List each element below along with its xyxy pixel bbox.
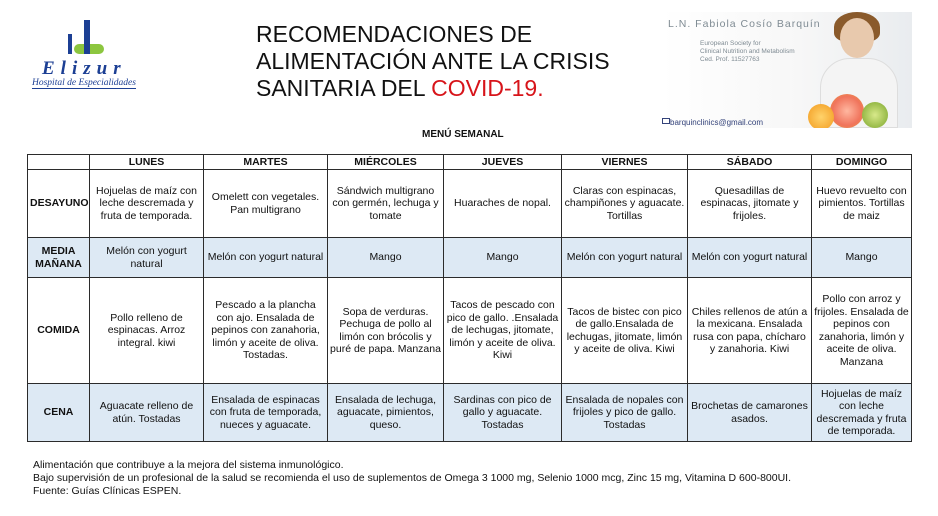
nutritionist-banner [662,12,912,128]
meal-cell: Quesadillas de espinacas, jitomate y frijoles. [688,170,812,238]
meal-cell: Melón con yogurt natural [204,238,328,278]
meal-cell: Omelett con vegetales. Pan multigrano [204,170,328,238]
meal-cell: Tacos de bistec con pico de gallo.Ensalada de lechugas, jitomate, limón y aceite de oliva. Kiwi [562,278,688,384]
meal-cell: Huevo revuelto con pimientos. Tortillas de maiz [812,170,912,238]
meal-cell: Brochetas de camarones asados. [688,384,812,442]
title-line-2: ALIMENTACIÓN ANTE LA CRISIS [256,48,610,74]
hospital-logo [28,20,158,88]
meal-cell: Ensalada de lechuga, aguacate, pimientos, queso. [328,384,444,442]
elizur-logo-icon [68,20,112,58]
title-line-3 [256,75,646,102]
day-header-lunes: LUNES [90,155,204,170]
title-covid-highlight: COVID-19. [431,75,544,101]
credential-line-3: Ced. Prof. 11527763 [700,56,760,63]
header-corner [28,155,90,170]
table-row [28,384,912,442]
meal-cell: Ensalada de espinacas con fruta de temporada, nueces y aguacate. [204,384,328,442]
footer-line-3: Fuente: Guías Clínicas ESPEN. [33,485,182,497]
table-row [28,278,912,384]
meal-cell: Claras con espinacas, champiñones y aguacate. Tortillas [562,170,688,238]
day-header-viernes: VIERNES [562,155,688,170]
mail-icon [662,118,670,124]
meal-label-media-manana: MEDIA MAÑANA [28,238,90,278]
orange-image [808,104,834,128]
logo-subtitle: Hospital de Especialidades [32,78,136,88]
meal-cell: Melón con yogurt natural [90,238,204,278]
meal-cell: Melón con yogurt natural [562,238,688,278]
meal-cell: Melón con yogurt natural [688,238,812,278]
day-header-domingo: DOMINGO [812,155,912,170]
meal-cell: Mango [444,238,562,278]
day-header-sabado: SÁBADO [688,155,812,170]
meal-cell: Mango [812,238,912,278]
table-header-row [28,155,912,170]
day-header-jueves: JUEVES [444,155,562,170]
day-header-miercoles: MIÉRCOLES [328,155,444,170]
meal-cell: Sándwich multigrano con germén, lechuga y tomate [328,170,444,238]
meal-cell: Pollo relleno de espinacas. Arroz integral. kiwi [90,278,204,384]
credential-line-2: Clinical Nutrition and Metabolism [700,48,795,55]
section-heading: MENÚ SEMANAL [422,129,504,140]
meal-cell: Hojuelas de maíz con leche descremada y fruta de temporada. [90,170,204,238]
meal-cell: Huaraches de nopal. [444,170,562,238]
meal-label-cena: CENA [28,384,90,442]
meal-cell: Hojuelas de maíz con leche descremada y fruta de temporada. [812,384,912,442]
table-row [28,170,912,238]
contact-email: barquinclinics@gmail.com [670,118,764,127]
meal-cell: Sardinas con pico de gallo y aguacate. Tostadas [444,384,562,442]
title-line-3-prefix: SANITARIA DEL [256,75,432,101]
meal-cell: Sopa de verduras. Pechuga de pollo al limón con brócolis y puré de papa. Manzana [328,278,444,384]
meal-cell: Mango [328,238,444,278]
page-title [256,21,646,102]
meal-cell: Aguacate relleno de atún. Tostadas [90,384,204,442]
weekly-menu-table [27,154,912,442]
meal-cell: Pescado a la plancha con ajo. Ensalada de pepinos con zanahoria, limón y aceite de oliva. Tostadas. [204,278,328,384]
footer-line-2: Bajo supervisión de un profesional de la salud se recomienda el uso de suplementos de Omega 3 1000 mg, Selenio 1000 mcg, Zinc 15 mg, Vitamina D 600-800UI. [33,472,792,484]
meal-cell: Tacos de pescado con pico de gallo. .Ensalada de lechugas, jitomate, limón y aceite de oliva. Kiwi [444,278,562,384]
meal-cell: Chiles rellenos de atún a la mexicana. Ensalada rusa con papa, chícharo y zanahoria. Kiwi [688,278,812,384]
grapefruit-image [830,94,864,128]
day-header-martes: MARTES [204,155,328,170]
meal-cell: Ensalada de nopales con frijoles y pico de gallo. Tostadas [562,384,688,442]
table-row [28,238,912,278]
footer-notes [33,459,913,498]
title-line-1: RECOMENDACIONES DE [256,21,533,47]
kiwi-image [862,102,888,128]
meal-label-desayuno: DESAYUNO [28,170,90,238]
meal-label-comida: COMIDA [28,278,90,384]
meal-cell: Pollo con arroz y frijoles. Ensalada de pepinos con zanahoria, limón y aceite de oliva. Manzana [812,278,912,384]
nutritionist-name: L.N. Fabiola Cosío Barquín [668,18,821,30]
logo-name: Elizur [42,58,127,79]
credential-line-1: European Society for [700,40,761,47]
footer-line-1: Alimentación que contribuye a la mejora del sistema inmunológico. [33,459,344,471]
